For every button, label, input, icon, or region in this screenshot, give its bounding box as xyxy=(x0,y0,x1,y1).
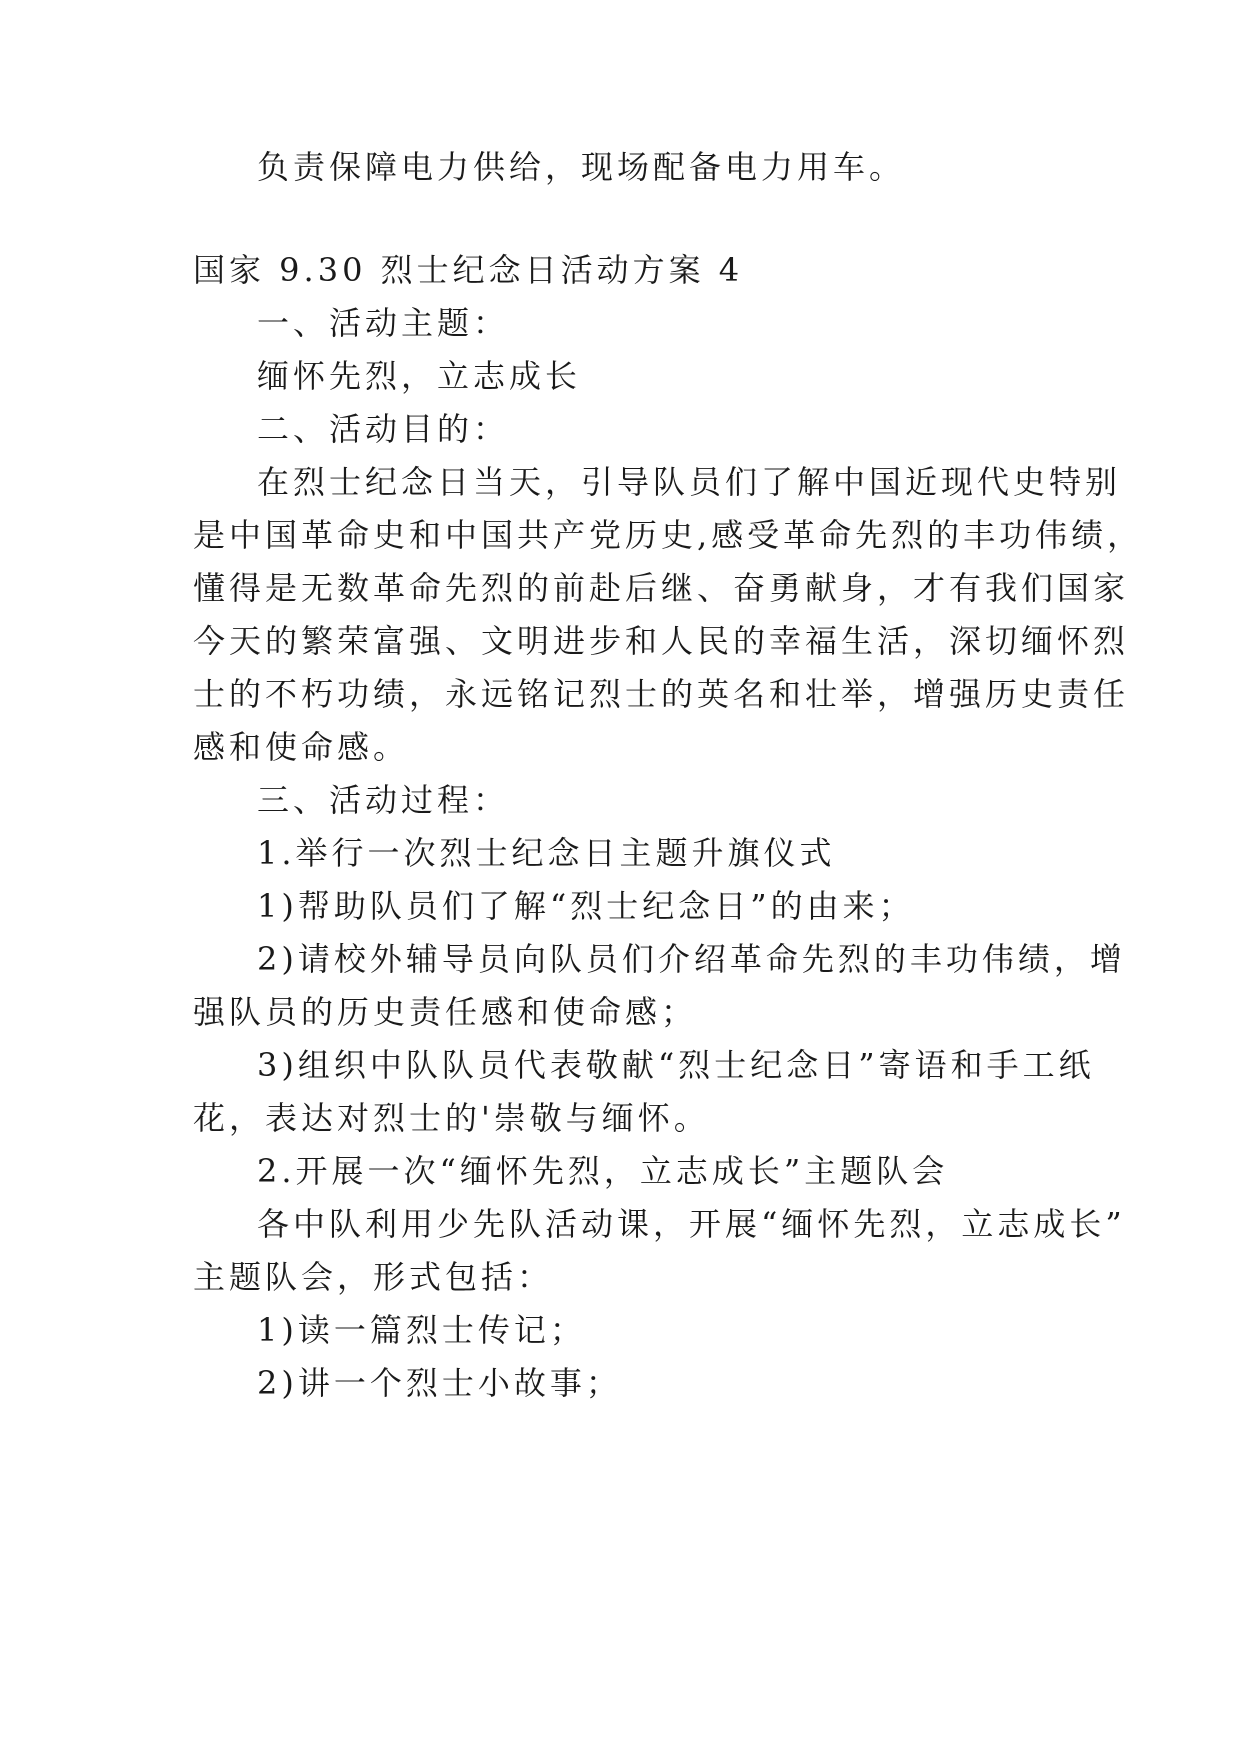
paragraph-line: 是中国革命史和中国共产党历史,感受革命先烈的丰功伟绩， xyxy=(193,516,1144,554)
list-item: 2)请校外辅导员向队员们介绍革命先烈的丰功伟绩，增 xyxy=(257,940,1126,978)
heading-purpose: 二、活动目的： xyxy=(257,410,510,448)
heading-theme: 一、活动主题： xyxy=(257,304,510,342)
paragraph-line: 主题队会，形式包括： xyxy=(193,1258,554,1296)
paragraph-line: 强队员的历史责任感和使命感； xyxy=(193,993,698,1031)
paragraph-line: 各中队利用少先队活动课，开展“缅怀先烈，立志成长” xyxy=(257,1205,1126,1243)
list-item: 1)帮助队员们了解“烈士纪念日”的由来； xyxy=(257,887,915,925)
list-item: 1)读一篇烈士传记； xyxy=(257,1311,586,1349)
list-item: 3)组织中队队员代表敬献“烈士纪念日”寄语和手工纸 xyxy=(257,1046,1095,1084)
paragraph-line: 懂得是无数革命先烈的前赴后继、奋勇献身，才有我们国家 xyxy=(193,569,1130,607)
paragraph-line: 感和使命感。 xyxy=(193,728,410,766)
list-item: 2.开展一次“缅怀先烈，立志成长”主题队会 xyxy=(257,1152,949,1190)
paragraph-line: 在烈士纪念日当天，引导队员们了解中国近现代史特别 xyxy=(257,463,1122,501)
paragraph-line: 花，表达对烈士的'崇敬与缅怀。 xyxy=(193,1099,710,1137)
paragraph-line: 今天的繁荣富强、文明进步和人民的幸福生活，深切缅怀烈 xyxy=(193,622,1130,660)
paragraph-line: 士的不朽功绩，永远铭记烈士的英名和壮举，增强历史责任 xyxy=(193,675,1130,713)
theme-text: 缅怀先烈，立志成长 xyxy=(257,357,582,395)
section-title: 国家 9.30 烈士纪念日活动方案 4 xyxy=(193,251,744,289)
paragraph-line: 负责保障电力供给，现场配备电力用车。 xyxy=(257,148,906,186)
heading-process: 三、活动过程： xyxy=(257,781,510,819)
list-item: 1.举行一次烈士纪念日主题升旗仪式 xyxy=(257,834,836,872)
list-item: 2)讲一个烈士小故事； xyxy=(257,1364,622,1402)
